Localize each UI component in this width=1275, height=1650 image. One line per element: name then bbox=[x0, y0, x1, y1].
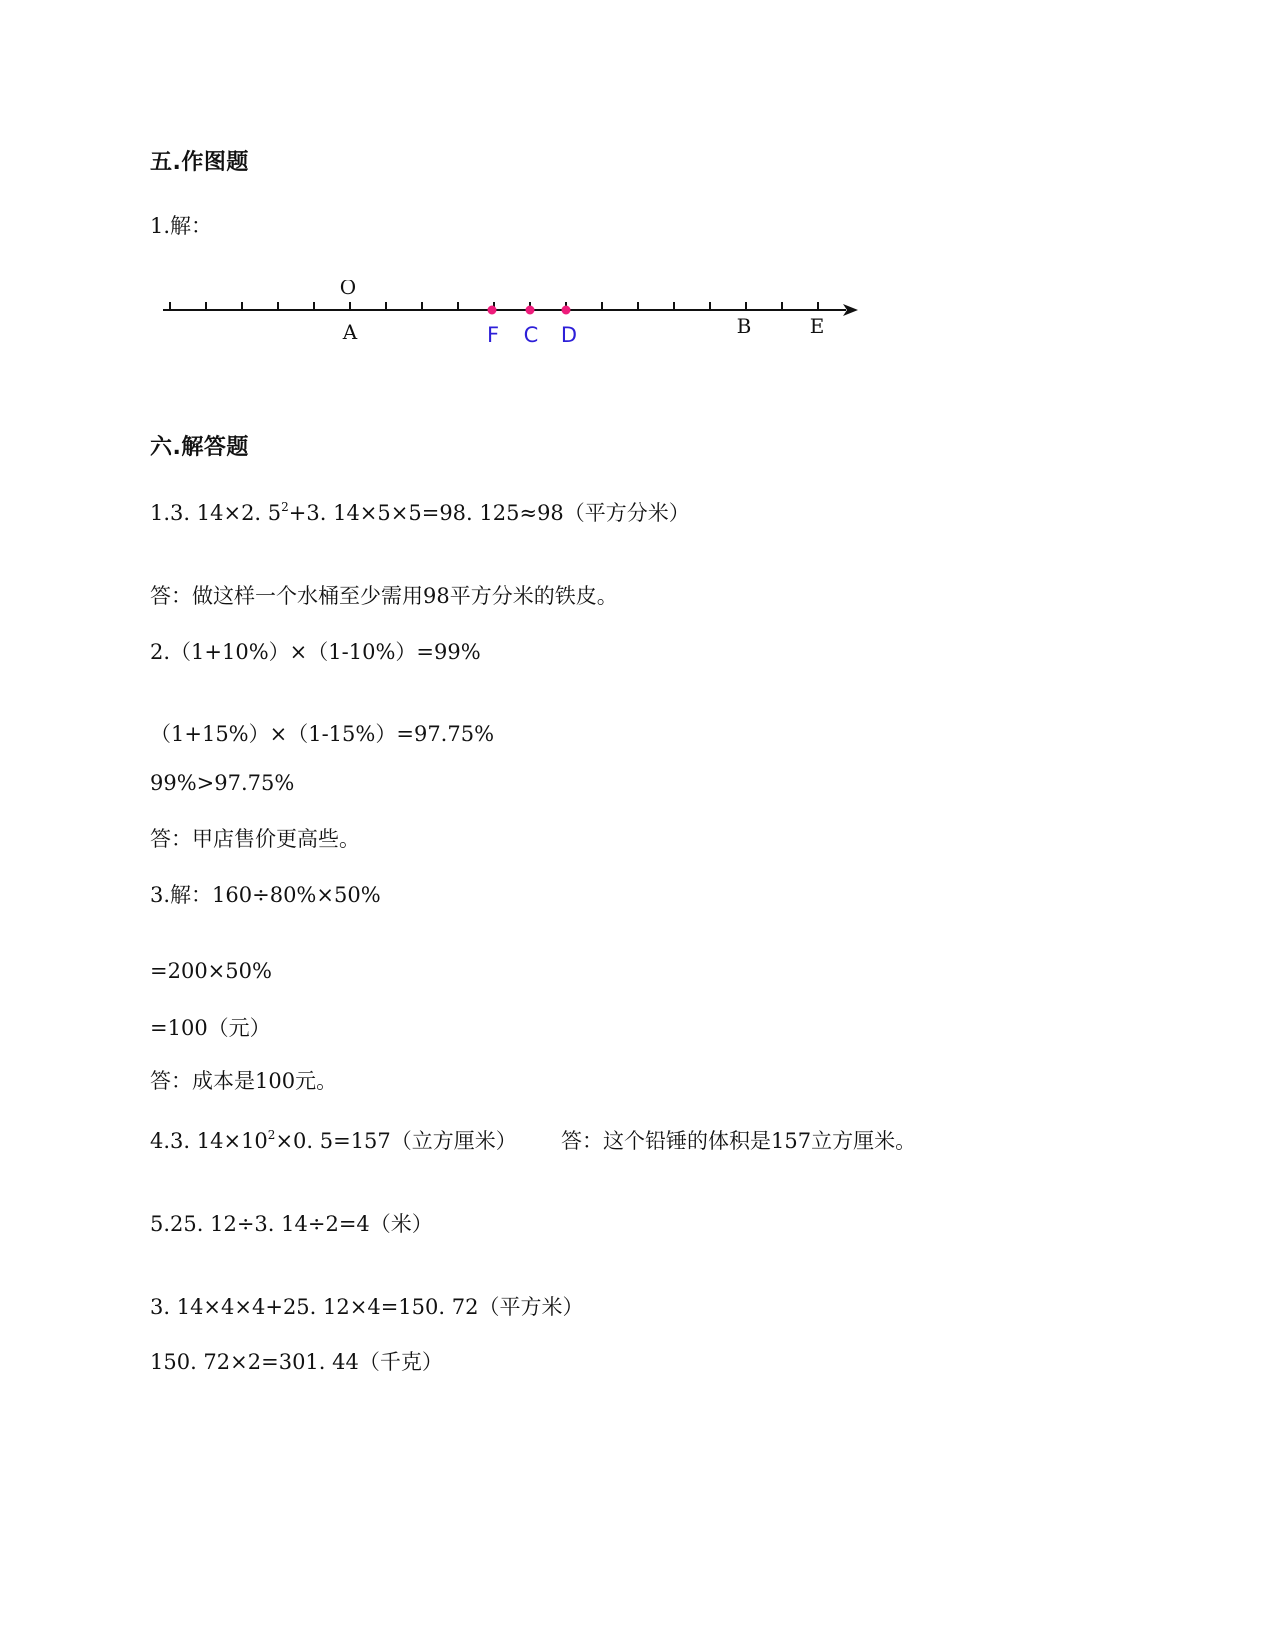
q1-eq-part-a: 1.3. 14×2. 5 bbox=[150, 501, 282, 525]
q2-answer: 答：甲店售价更高些。 bbox=[150, 827, 360, 851]
q3-line2: =200×50% bbox=[150, 959, 272, 983]
q1-eq-part-b: +3. 14×5×5=98. 125≈98（平方分米） bbox=[288, 501, 690, 525]
q4-answer: 答：这个铅锤的体积是157立方厘米。 bbox=[561, 1129, 917, 1153]
q1-eq-exponent: 2 bbox=[281, 500, 289, 514]
q3-line1: 3.解：160÷80%×50% bbox=[150, 883, 381, 907]
q4-eq-exponent: 2 bbox=[267, 1128, 276, 1142]
point-d bbox=[562, 306, 571, 315]
q1-answer: 答：做这样一个水桶至少需用98平方分米的铁皮。 bbox=[150, 584, 618, 608]
q5-line2: 3. 14×4×4+25. 12×4=150. 72（平方米） bbox=[150, 1295, 584, 1319]
label-d: D bbox=[560, 323, 578, 347]
q2-line1: 2.（1+10%）×（1-10%）=99% bbox=[150, 640, 481, 664]
section-6-title: 六.解答题 bbox=[150, 435, 249, 460]
q5-line1: 5.25. 12÷3. 14÷2=4（米） bbox=[150, 1212, 433, 1236]
label-c: C bbox=[523, 323, 539, 347]
section-5-title: 五.作图题 bbox=[150, 150, 249, 175]
q1-label: 1.解： bbox=[150, 214, 213, 238]
q2-line3: 99%>97.75% bbox=[150, 771, 295, 795]
number-line-figure bbox=[160, 280, 900, 370]
label-a: A bbox=[342, 320, 358, 344]
q4-equation bbox=[150, 1125, 517, 1155]
q2-line2: （1+15%）×（1-15%）=97.75% bbox=[150, 722, 495, 746]
q1-equation bbox=[150, 497, 690, 527]
label-origin: O bbox=[339, 280, 357, 299]
q4-eq-part-a: 4.3. 14×10 bbox=[150, 1129, 268, 1153]
label-f: F bbox=[486, 323, 500, 347]
label-b: B bbox=[736, 314, 752, 338]
q5-line3: 150. 72×2=301. 44（千克） bbox=[150, 1350, 443, 1374]
point-c bbox=[526, 306, 535, 315]
label-e: E bbox=[809, 314, 825, 338]
q3-line3: =100（元） bbox=[150, 1016, 271, 1040]
q4-eq-part-b: ×0. 5=157（立方厘米） bbox=[275, 1129, 517, 1153]
number-line-svg bbox=[160, 280, 900, 370]
point-f bbox=[488, 306, 497, 315]
q3-answer: 答：成本是100元。 bbox=[150, 1069, 338, 1093]
